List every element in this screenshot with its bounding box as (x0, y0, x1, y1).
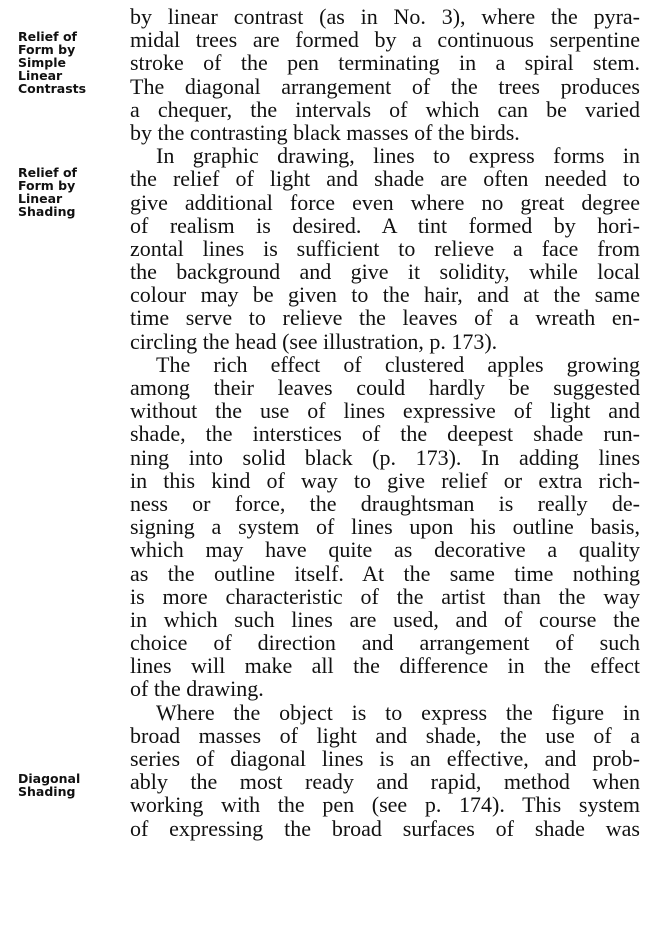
sidenote-relief-simple-linear-contrasts (18, 30, 118, 95)
text-line: ness or force, the draughtsman is really de- (130, 490, 640, 516)
sidenote-line: Form by (18, 178, 76, 193)
sidenote-line: Linear (18, 191, 63, 206)
text-line: The rich effect of clustered apples growing (156, 351, 640, 377)
text-line: shade, the interstices of the deepest shade run- (130, 421, 640, 447)
text-line: colour may be given to the hair, and at the same (130, 282, 640, 308)
text-line: ably the most ready and rapid, method when (130, 769, 640, 795)
text-line: without the use of lines expressive of light and (130, 398, 640, 424)
text-line: of the drawing. (130, 676, 264, 702)
text-line: by the contrasting black masses of the birds. (130, 119, 520, 145)
sidenote-line: Linear (18, 68, 63, 83)
text-line: In graphic drawing, lines to express forms in (156, 143, 640, 169)
text-line: broad masses of light and shade, the use of a (130, 722, 640, 748)
text-line: The diagonal arrangement of the trees produces (130, 73, 640, 99)
text-line: of realism is desired. A tint formed by hori- (130, 212, 640, 238)
sidenote-line: Contrasts (18, 81, 87, 96)
text-line: midal trees are formed by a continuous serpentine (130, 27, 640, 53)
text-line: is more characteristic of the artist than the way (130, 583, 640, 609)
text-line: by linear contrast (as in No. 3), where the pyra- (130, 4, 640, 29)
text-line: the background and give it solidity, while local (130, 259, 640, 285)
text-line: choice of direction and arrangement of such (130, 630, 640, 656)
sidenote-relief-linear-shading (18, 166, 118, 218)
sidenote-line: Shading (18, 784, 76, 799)
sidenote-diagonal-shading (18, 772, 118, 798)
text-line: among their leaves could hardly be suggested (130, 375, 640, 400)
sidenote-line: Shading (18, 204, 76, 219)
text-line: lines will make all the difference in the effect (130, 653, 640, 679)
text-line: ning into solid black (p. 173). In adding lines (130, 444, 640, 470)
text-line: time serve to relieve the leaves of a wreath en- (130, 305, 640, 331)
text-line: in this kind of way to give relief or extra rich- (130, 467, 640, 493)
text-line: Where the object is to express the figure in (156, 699, 640, 725)
text-line: of expressing the broad surfaces of shade was (130, 815, 640, 841)
text-line: which may have quite as decorative a quality (130, 537, 640, 563)
sidenote-line: Diagonal (18, 771, 81, 786)
text-line: as the outline itself. At the same time nothing (130, 560, 640, 586)
text-line: circling the head (see illustration, p. 173). (130, 328, 498, 354)
sidenote-line: Relief of (18, 29, 77, 44)
text-line: working with the pen (see p. 174). This system (130, 792, 640, 818)
text-line: signing a system of lines upon his outline basis, (130, 514, 640, 540)
text-line: stroke of the pen terminating in a spiral stem. (130, 50, 640, 76)
text-line: series of diagonal lines is an effective, and prob- (130, 746, 640, 771)
text-line: zontal lines is sufficient to relieve a face from (130, 235, 640, 261)
sidenote-line: Relief of (18, 165, 77, 180)
sidenote-line: Simple (18, 55, 67, 70)
sidenote-line: Form by (18, 42, 76, 57)
text-line: a chequer, the intervals of which can be varied (130, 96, 640, 122)
body-text (130, 5, 640, 840)
text-line: the relief of light and shade are often needed to (130, 166, 640, 192)
text-line: give additional force even where no great degree (130, 189, 640, 215)
text-line: in which such lines are used, and of course the (130, 606, 640, 632)
